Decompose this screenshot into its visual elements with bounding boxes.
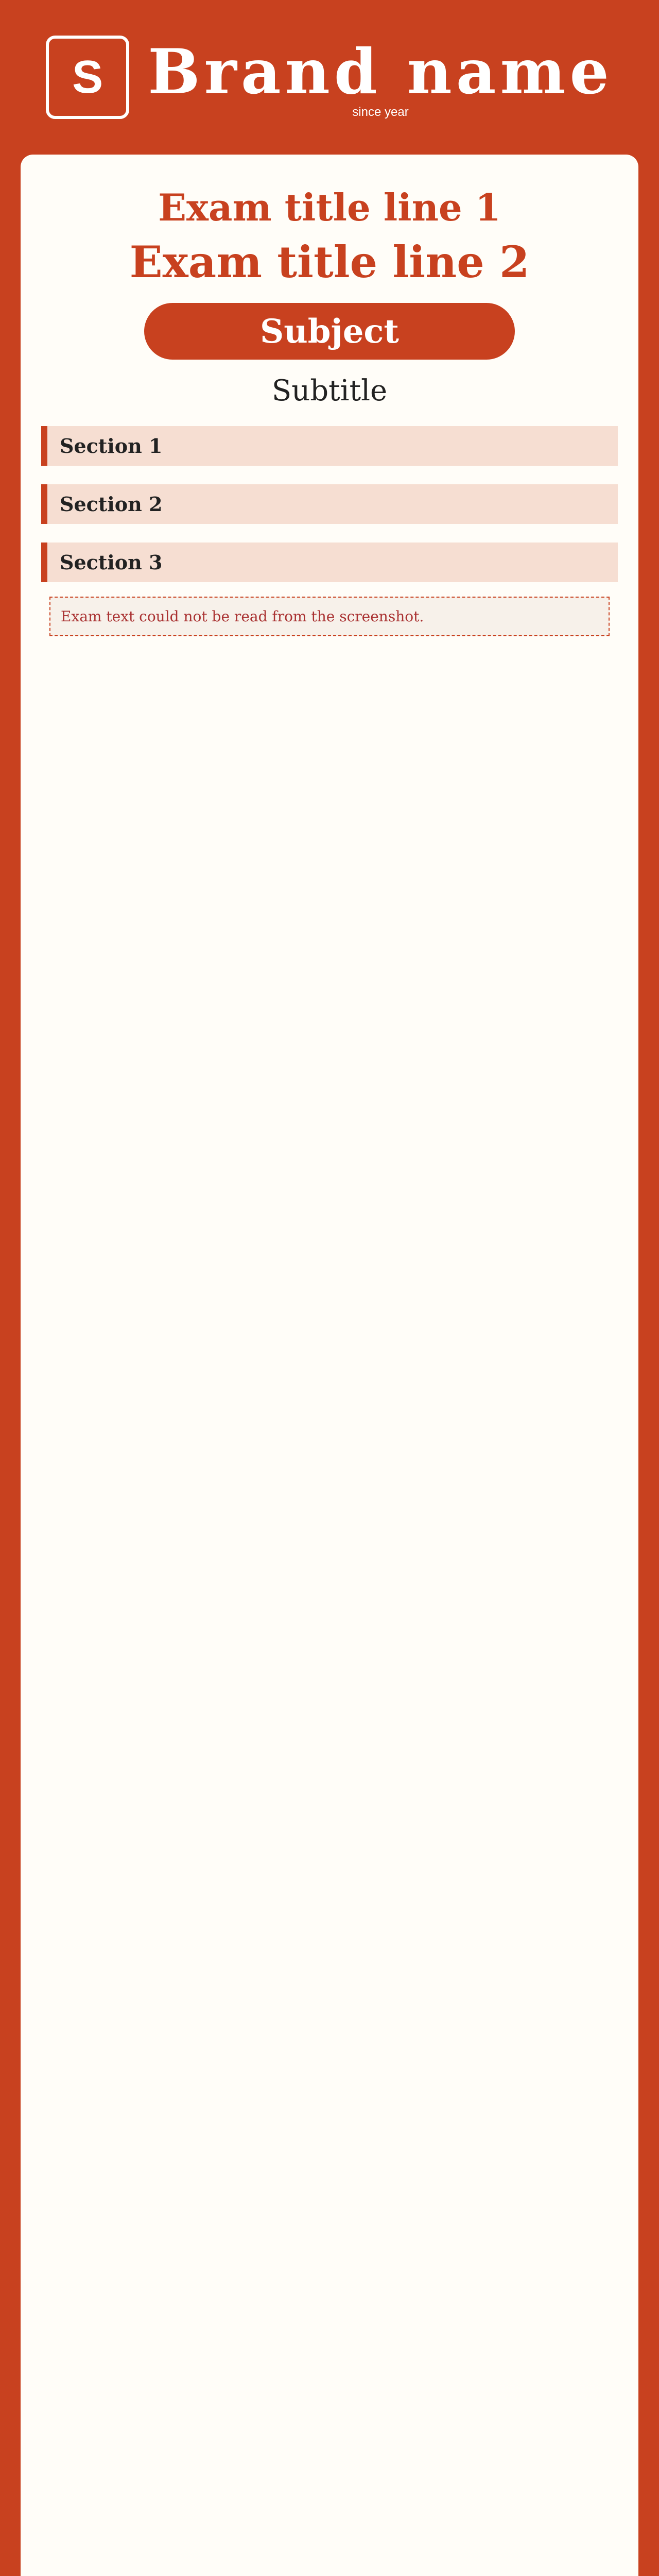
logo-icon: S (46, 36, 129, 119)
brand-since: since year (352, 105, 409, 119)
exam-title-2: Exam title line 2 (129, 236, 530, 287)
brand-name: Brand name (148, 35, 613, 108)
subject-banner: Subject (144, 303, 515, 360)
transcription-note: Exam text could not be read from the screenshot. (49, 597, 610, 636)
section-title: Section 1 (41, 426, 618, 466)
section-title: Section 3 (41, 543, 618, 582)
header (0, 0, 659, 155)
section-title: Section 2 (41, 484, 618, 524)
exam-subtitle: Subtitle (271, 374, 388, 408)
exam-title-1: Exam title line 1 (158, 185, 501, 229)
brand-block (148, 36, 613, 120)
exam-card (21, 155, 638, 2576)
